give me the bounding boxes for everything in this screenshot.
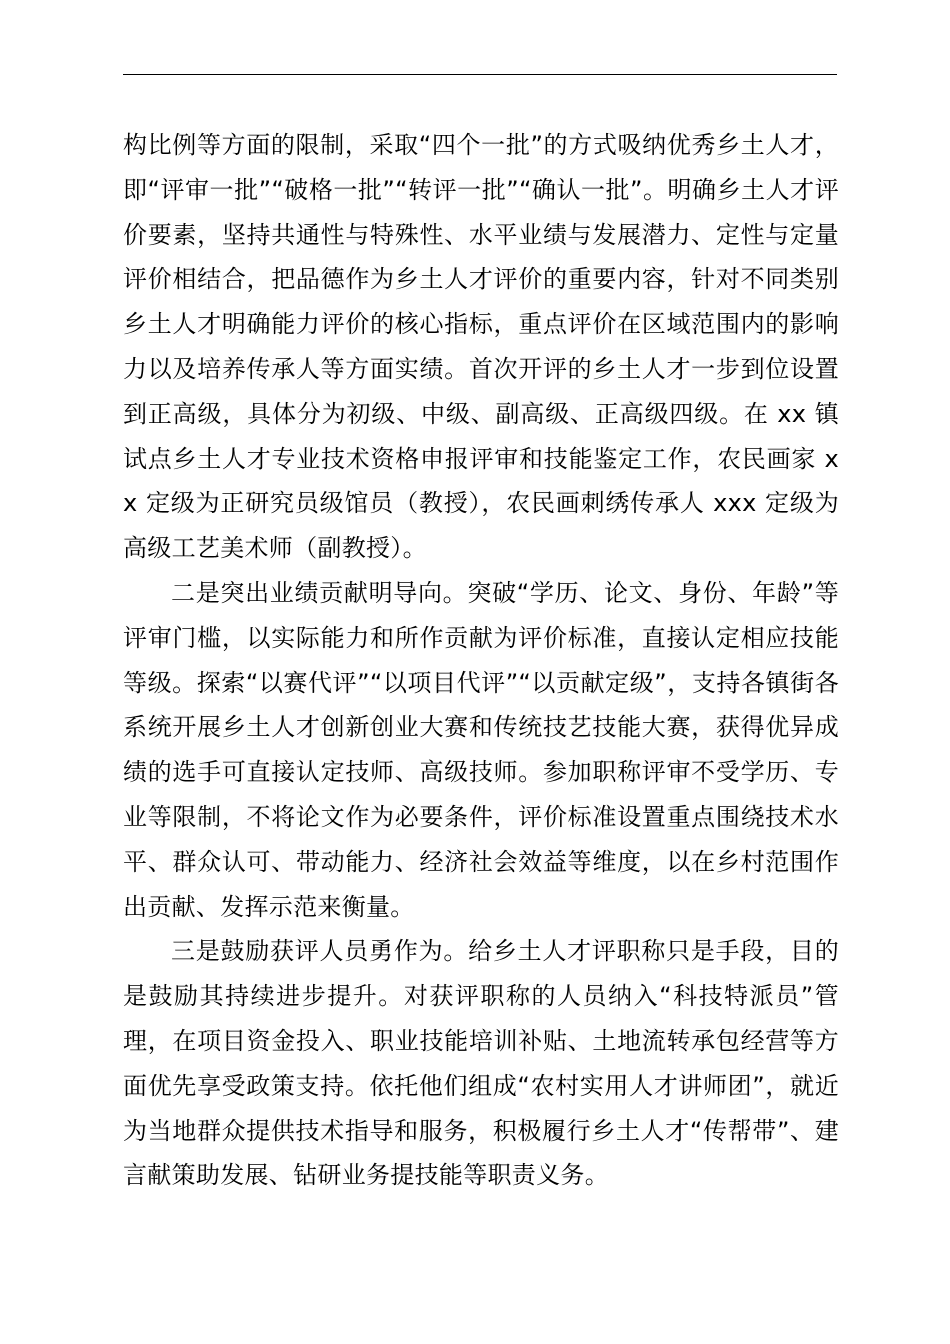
header-rule xyxy=(123,74,837,75)
paragraph-continuation: 构比例等方面的限制，采取“四个一批”的方式吸纳优秀乡土人才，即“评审一批”“破格一批”“转评一批”“确认一批”。明确乡土人才评价要素，坚持共通性与特殊性、水平业绩与发展潜力、定性与定量评价相结合，把品德作为乡土人才评价的重要内容，针对不同类别乡土人才明确能力评价的核心指标，重点评价在区域范围内的影响力以及培养传承人等方面实绩。首次开评的乡土人才一步到位设置到正高级，具体分为初级、中级、副高级、正高级四级。在 xx 镇试点乡土人才专业技术资格申报评审和技能鉴定工作，农民画家 xx 定级为正研究员级馆员（教授），农民画刺绣传承人 xxx 定级为高级工艺美术师（副教授）。 xyxy=(123,131,839,563)
paragraph-point-three: 三是鼓励获评人员勇作为。给乡土人才评职称只是手段，目的是鼓励其持续进步提升。对获评职称的人员纳入“科技特派员”管理，在项目资金投入、职业技能培训补贴、土地流转承包经营等方面优先享受政策支持。依托他们组成“农村实用人才讲师团”，就近为当地群众提供技术指导和服务，积极履行乡土人才“传帮带”、建言献策助发展、钻研业务提技能等职责义务。 xyxy=(123,937,839,1190)
document-body xyxy=(123,123,839,1198)
paragraph-point-two: 二是突出业绩贡献明导向。突破“学历、论文、身份、年龄”等评审门槛，以实际能力和所作贡献为评价标准，直接认定相应技能等级。探索“以赛代评”“以项目代评”“以贡献定级”，支持各镇街各系统开展乡土人才创新创业大赛和传统技艺技能大赛，获得优异成绩的选手可直接认定技师、高级技师。参加职称评审不受学历、专业等限制，不将论文作为必要条件，评价标准设置重点围绕技术水平、群众认可、带动能力、经济社会效益等维度，以在乡村范围作出贡献、发挥示范来衡量。 xyxy=(123,578,839,921)
